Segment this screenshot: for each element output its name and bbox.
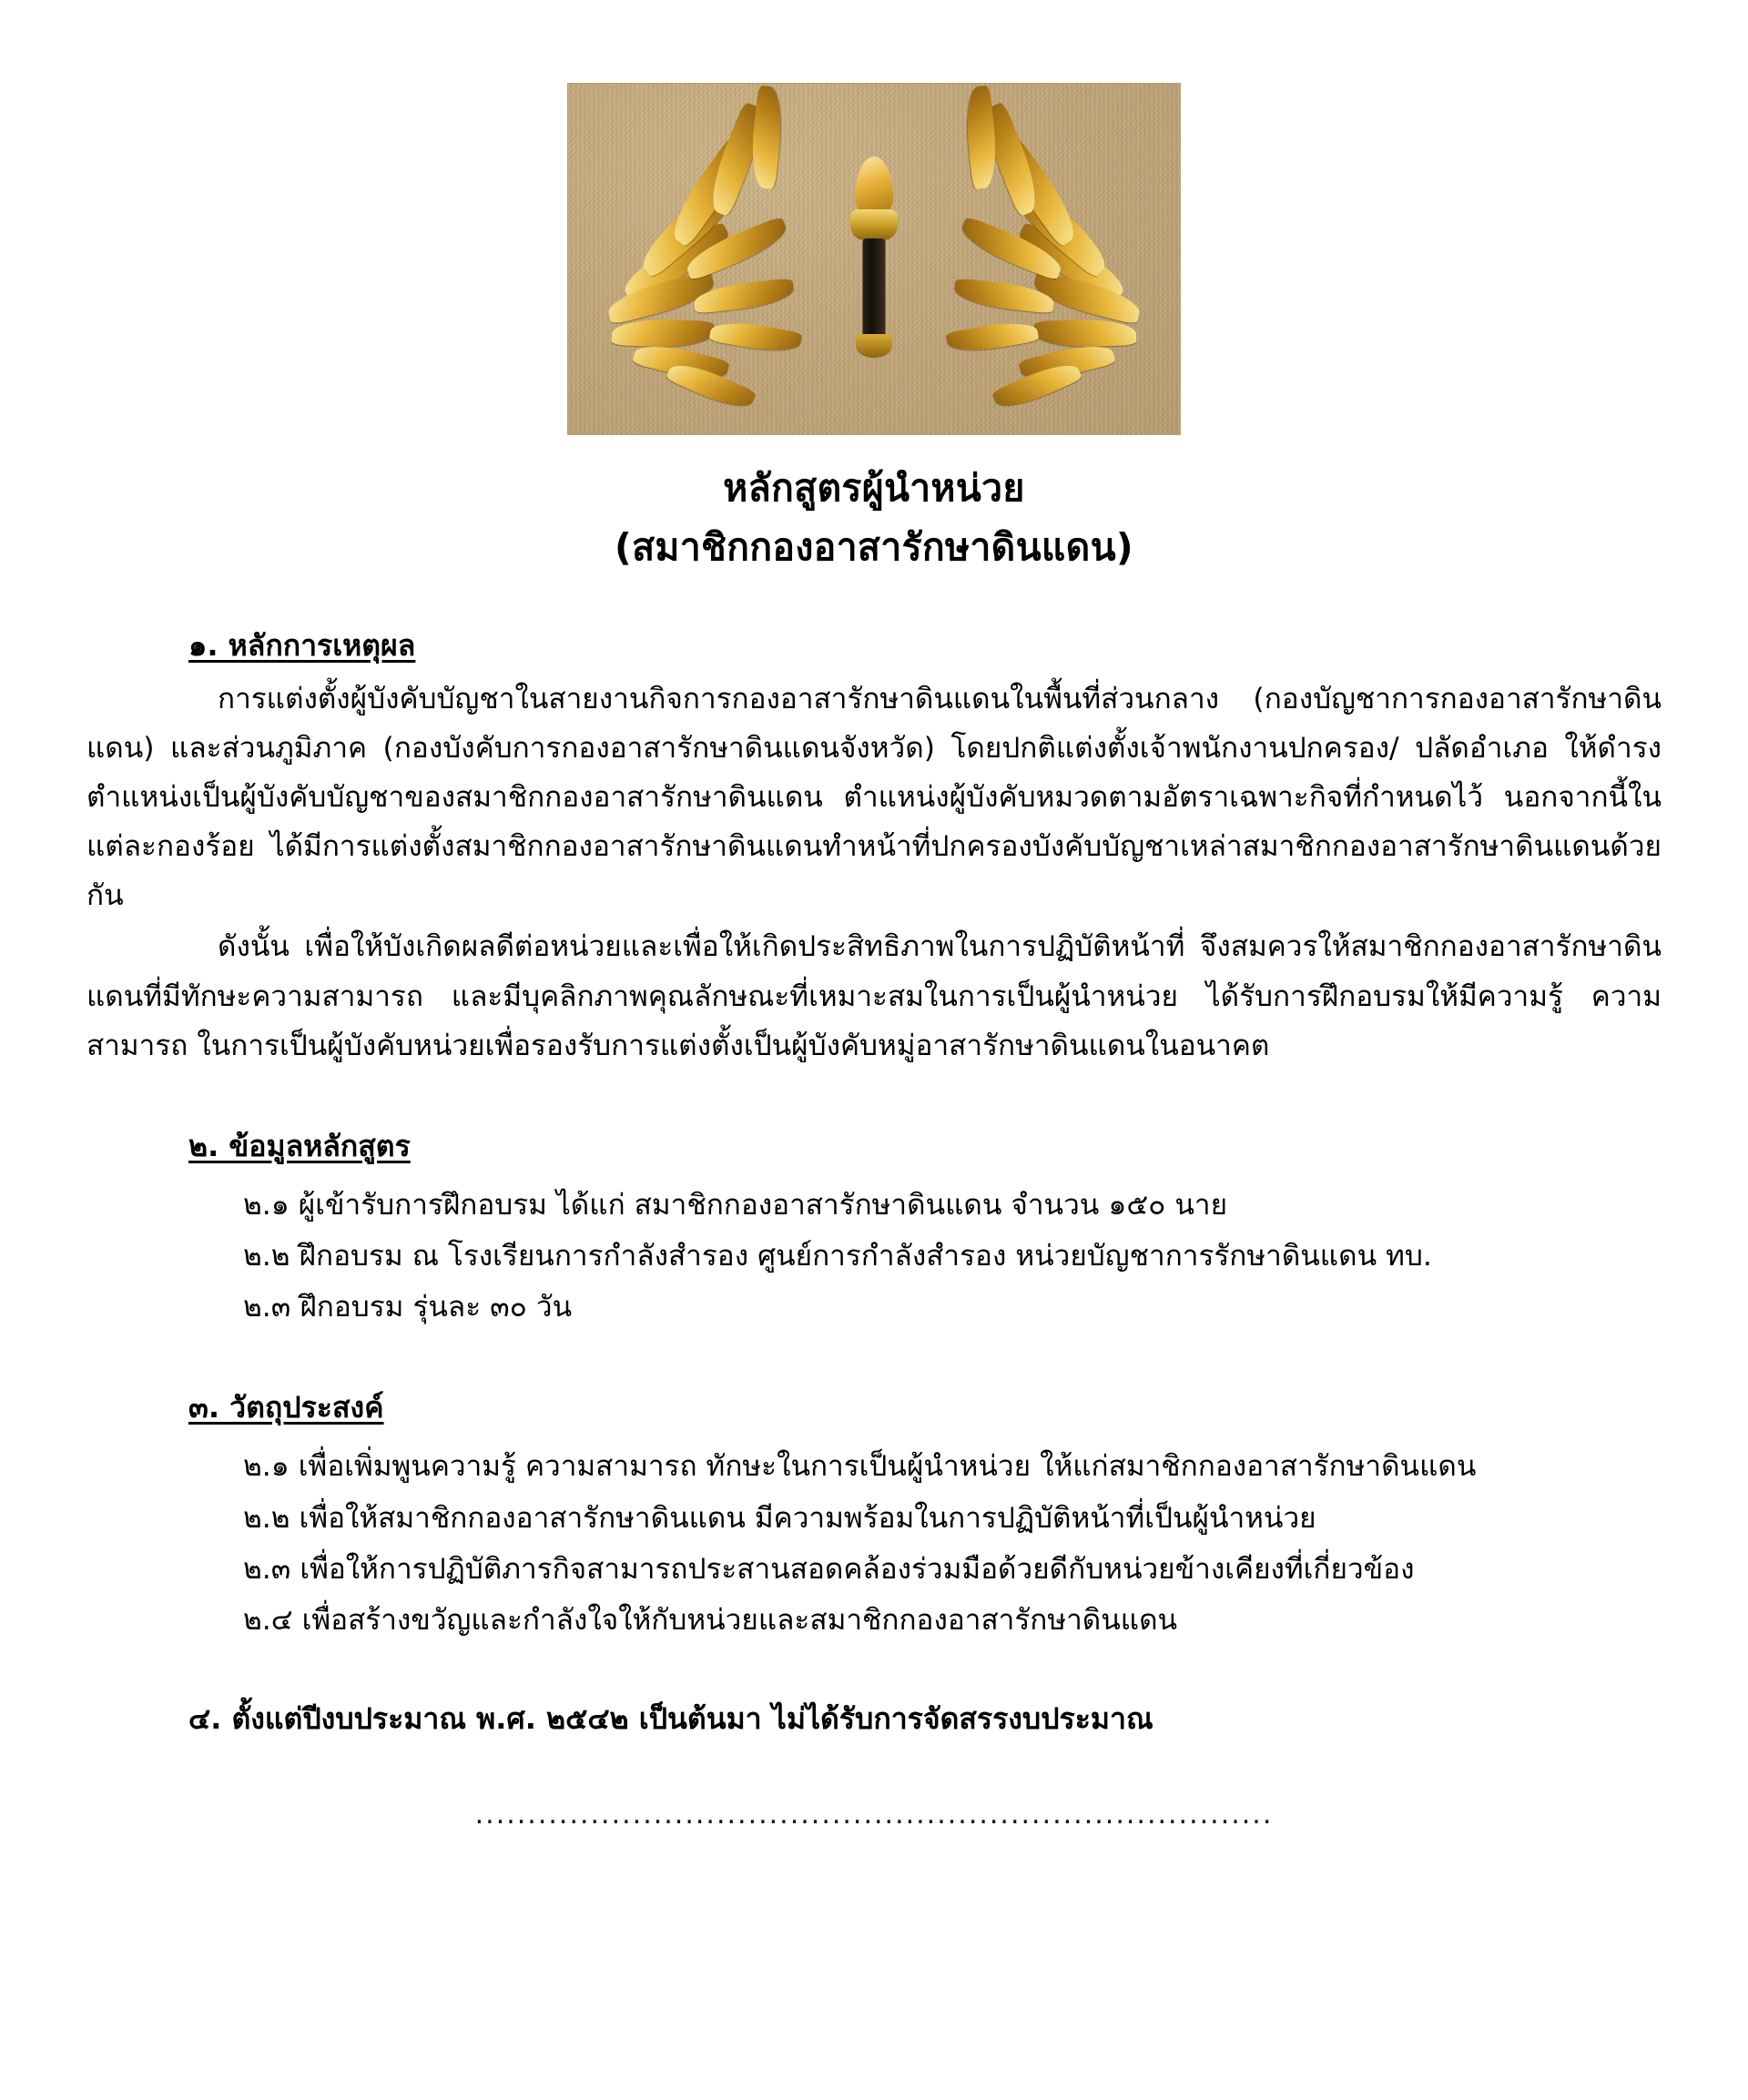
list-item: ๒.๑ ผู้เข้ารับการฝึกอบรม ได้แก่ สมาชิกกองอาสารักษาดินแดน จำนวน ๑๕๐ นาย (243, 1188, 1228, 1222)
torch-cup-shape (850, 209, 898, 240)
list-item: ๒.๑ เพื่อเพิ่มพูนความรู้ ความสามารถ ทักษะในการเป็นผู้นำหน่วย ให้แก่สมาชิกกองอาสารักษาดินแดน (243, 1450, 1477, 1484)
footer-dotted-rule: ............................................................................ (474, 1799, 1274, 1831)
section-heading: ๑. หลักการเหตุผล (188, 627, 416, 663)
wreath-right-half (874, 109, 1147, 410)
page-subtitle: (สมาชิกกองอาสารักษาดินแดน) (615, 525, 1133, 570)
section-course-info (86, 1121, 1662, 1333)
list-item: ๒.๓ ฝึกอบรม รุ่นละ ๓๐ วัน (243, 1291, 573, 1324)
section-budget-note: ๔. ตั้งแต่ปีงบประมาณ พ.ศ. ๒๕๔๒ เป็นต้นมา ไม่ได้รับการจัดสรรงบประมาณ (188, 1701, 1153, 1737)
wreath-torch-emblem-icon (568, 84, 1180, 434)
torch-handle-shape (863, 238, 886, 350)
page-title: หลักสูตรผู้นำหน่วย (723, 466, 1025, 510)
list-item: ๒.๒ ฝึกอบรม ณ โรงเรียนการกำลังสำรอง ศูนย์การกำลังสำรอง หน่วยบัญชาการรักษาดินแดน ทบ. (243, 1240, 1432, 1273)
laurel-wreath (601, 109, 1147, 410)
list-item: ๒.๔ เพื่อสร้างขวัญและกำลังใจให้กับหน่วยและสมาชิกกองอาสารักษาดินแดน (243, 1604, 1178, 1637)
section-principles (86, 621, 1662, 1070)
course-info-list (86, 1181, 1662, 1333)
wreath-left-half (601, 109, 874, 410)
flame-shape (855, 157, 893, 217)
torch-base-shape (856, 334, 892, 358)
section-heading: ๒. ข้อมูลหลักสูตร (188, 1128, 411, 1163)
list-item: ๒.๒ เพื่อให้สมาชิกกองอาสารักษาดินแดน มีความพร้อมในการปฏิบัติหน้าที่เป็นผู้นำหน่วย (243, 1501, 1316, 1535)
list-item: ๒.๓ เพื่อให้การปฏิบัติภารกิจสามารถประสานสอดคล้องร่วมมือด้วยดีกับหน่วยข้างเคียงที่เกี่ยวข้อง (243, 1552, 1415, 1586)
torch-icon (849, 157, 899, 352)
objectives-list (86, 1442, 1662, 1645)
paragraph: ดังนั้น เพื่อให้บังเกิดผลดีต่อหน่วยและเพื่อให้เกิดประสิทธิภาพในการปฏิบัติหน้าที่ จึงสมควรให้สมาชิกกองอาสารักษาดินแดนที่มีทักษะความสามารถ และมีบุคลิกภาพคุณลักษณะที่เหมาะสมในการเป็นผู้นำหน่วย ได้รับการฝึกอบรมให้มีความรู้ ความสามารถ ในการเป็นผู้บังคับหน่วยเพื่อรองรับการแต่งตั้งเป็นผู้บังคับหมู่อาสารักษาดินแดนในอนาคต (86, 930, 1662, 1062)
section-objectives (86, 1383, 1662, 1645)
paragraph: การแต่งตั้งผู้บังคับบัญชาในสายงานกิจการกองอาสารักษาดินแดนในพื้นที่ส่วนกลาง (กองบัญชาการกองอาสารักษาดินแดน) และส่วนภูมิภาค (กองบังคับการกองอาสารักษาดินแดนจังหวัด) โดยปกติแต่งตั้งเจ้าพนักงานปกครอง/ ปลัดอำเภอ ให้ดำรงตำแหน่งเป็นผู้บังคับบัญชาของสมาชิกกองอาสารักษาดินแดน ตำแหน่งผู้บังคับหมวดตามอัตราเฉพาะกิจที่กำหนดไว้ นอกจากนี้ในแต่ละกองร้อย ได้มีการแต่งตั้งสมาชิกกองอาสารักษาดินแดนทำหน้าที่ปกครองบังคับบัญชาเหล่าสมาชิกกองอาสารักษาดินแดนด้วยกัน (86, 682, 1662, 913)
section-heading: ๓. วัตถุประสงค์ (188, 1390, 384, 1425)
emblem-figure (86, 84, 1662, 434)
document-body (86, 621, 1662, 1839)
